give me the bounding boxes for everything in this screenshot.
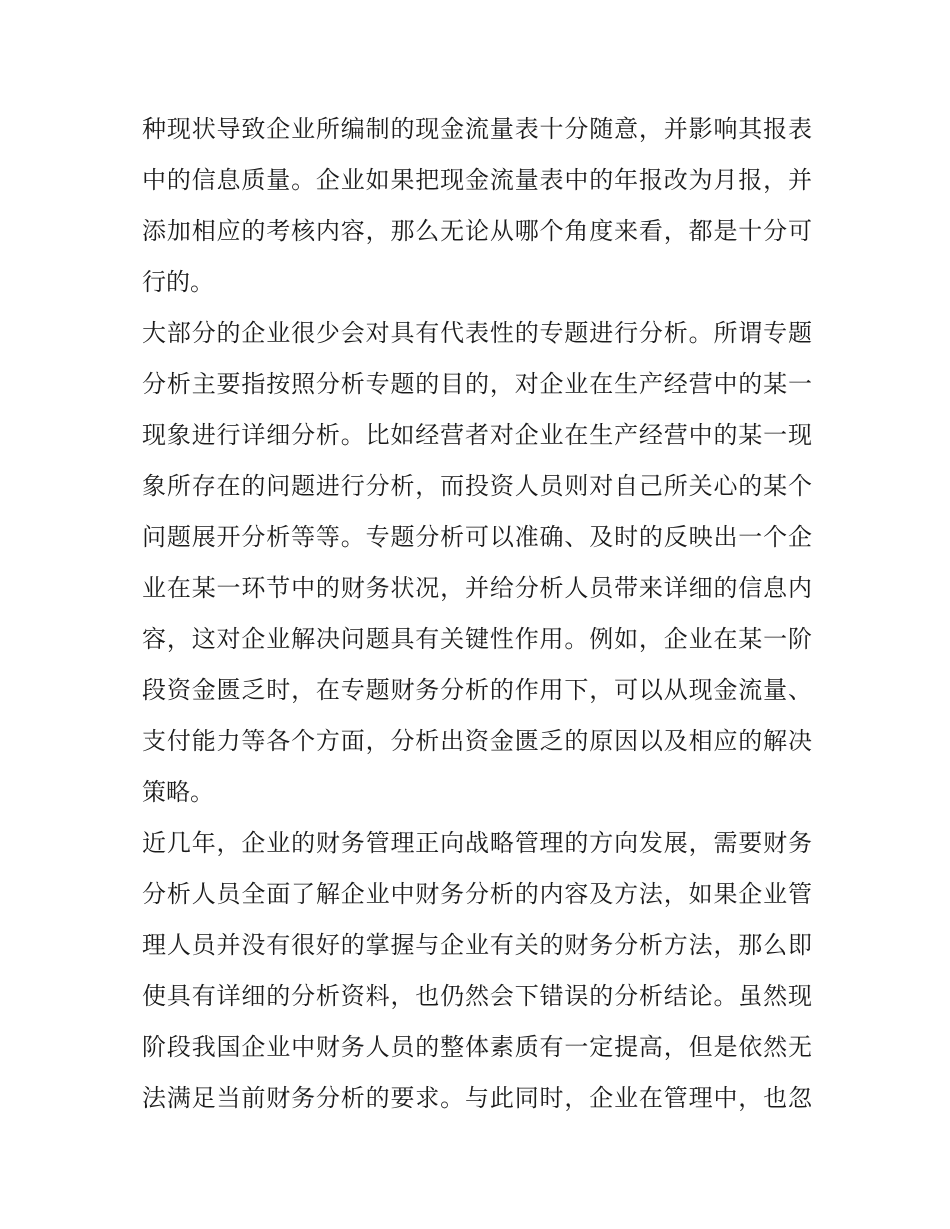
text-line: 法满足当前财务分析的要求。与此同时，企业在管理中，也忽	[142, 1084, 812, 1112]
text-line: 添加相应的考核内容，那么无论从哪个角度来看，都是十分可	[142, 217, 812, 245]
text-line: 问题展开分析等等。专题分析可以准确、及时的反映出一个企	[142, 523, 812, 551]
text-line: 容，这对企业解决问题具有关键性作用。例如，企业在某一阶	[142, 625, 812, 653]
text-line: 种现状导致企业所编制的现金流量表十分随意，并影响其报表	[142, 115, 812, 143]
text-line: 策略。	[142, 778, 214, 806]
text-line: 理人员并没有很好的掌握与企业有关的财务分析方法，那么即	[142, 931, 812, 959]
text-line: 近几年，企业的财务管理正向战略管理的方向发展，需要财务	[142, 829, 812, 857]
text-line: 段资金匮乏时，在专题财务分析的作用下，可以从现金流量、	[142, 676, 812, 704]
text-line: 支付能力等各个方面，分析出资金匮乏的原因以及相应的解决	[142, 727, 812, 755]
paragraph-special-analysis	[142, 308, 812, 818]
text-line: 使具有详细的分析资料，也仍然会下错误的分析结论。虽然现	[142, 982, 812, 1010]
text-line: 大部分的企业很少会对具有代表性的专题进行分析。所谓专题	[142, 319, 812, 347]
text-line: 现象进行详细分析。比如经营者对企业在生产经营中的某一现	[142, 421, 812, 449]
text-line: 中的信息质量。企业如果把现金流量表中的年报改为月报，并	[142, 166, 812, 194]
text-line: 象所存在的问题进行分析，而投资人员则对自己所关心的某个	[142, 472, 812, 500]
text-line: 分析主要指按照分析专题的目的，对企业在生产经营中的某一	[142, 370, 812, 398]
paragraph-strategic-management	[142, 818, 812, 1124]
text-line: 分析人员全面了解企业中财务分析的内容及方法，如果企业管	[142, 880, 812, 908]
paragraph-cash-flow	[142, 104, 812, 308]
text-line: 业在某一环节中的财务状况，并给分析人员带来详细的信息内	[142, 574, 812, 602]
text-line: 阶段我国企业中财务人员的整体素质有一定提高，但是依然无	[142, 1033, 812, 1061]
document-body	[142, 104, 812, 1124]
text-line: 行的。	[142, 268, 214, 296]
